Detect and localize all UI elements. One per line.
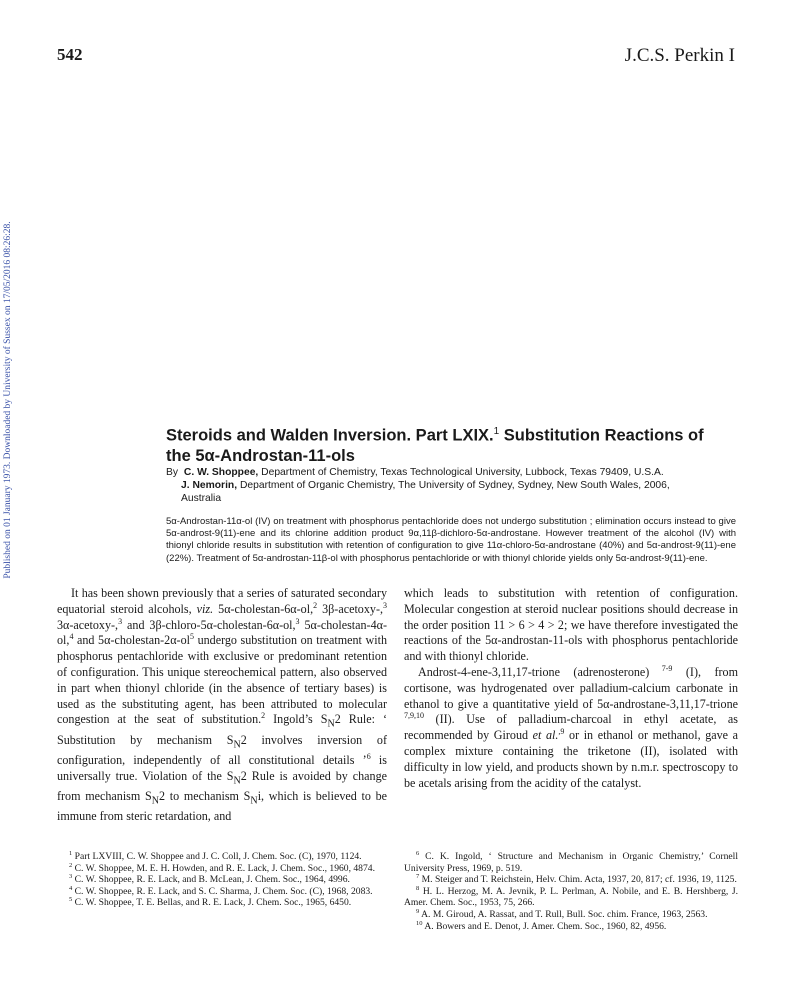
footnote [57,863,387,875]
footnote [404,874,738,886]
download-watermark [0,180,16,620]
body-text: 3β-acetoxy-, [317,601,383,616]
body-text: 5α-cholestan-6α-ol, [213,601,314,616]
footnote [404,851,738,874]
body-text: is universally true. Violation of the S [57,752,387,783]
footnote-number: 4 [69,884,73,892]
subscript: N [327,718,335,730]
download-watermark-text[interactable]: Published on 01 January 1973. Downloaded by University of Sussex on 17/05/2016 08:26:28. [3,221,13,579]
footnote [404,909,738,921]
author-affiliation-1: Department of Chemistry, Texas Technological University, Lubbock, Texas 79409, U.S.A. [261,467,664,478]
body-text: or in ethanol or methanol, gave a complex mixture containing the triketone (II), isolated with difficulty in low yield, and products shown by n.m.r. spectroscopy to be acetals arising from the acidity of the catalyst. [404,728,738,790]
body-text: 3α-acetoxy-, [57,617,119,632]
body-paragraph [57,586,387,825]
author-affiliation-2-country: Australia [181,493,222,504]
title-line1: Steroids and Walden Inversion. Part LXIX. [166,426,494,445]
author-block [166,466,736,505]
body-paragraph: which leads to substitution with retention of configuration. Molecular congestion at steroid nuclear positions should decrease in the order position 11 > 6 > 4 > 2; we have therefore investigated the reactions of the 5α-androstan-11-ols with phosphorus pentachloride and with thionyl chloride. [404,586,738,664]
subscript: N [233,738,241,750]
footnote-text: Part LXVIII, C. W. Shoppee and J. C. Coll, J. Chem. Soc. (C), 1970, 1124. [72,851,362,862]
body-column-right [404,586,738,791]
footnote-number: 10 [416,919,423,927]
by-label: By [166,467,179,478]
footnote-text: C. W. Shoppee, T. E. Bellas, and R. E. Lack, J. Chem. Soc., 1965, 6450. [72,897,352,909]
footnote [57,897,387,909]
subscript: N [233,774,241,786]
author-name-2: J. Nemorin, [181,480,238,491]
author-line-3 [166,492,736,505]
reference-marker: 2 [313,600,318,610]
footnote-text: C. W. Shoppee, M. E. H. Howden, and R. E. Lack, J. Chem. Soc., 1960, 4874. [72,862,375,874]
author-line-2 [166,479,736,492]
title-ref: 1 [493,426,500,437]
footnote-text: H. L. Herzog, M. A. Jevnik, P. L. Perlman, A. Nobile, and E. B. Hershberg, J. Amer. Chem. Soc., 1953, 75, 266. [404,885,738,909]
body-paragraph [404,665,738,791]
body-text-italic: viz. [196,601,214,616]
body-text: i, which is believed to be immune from steric retardation, and [57,788,388,823]
subscript: N [151,795,160,807]
footnote-text: A. Bowers and E. Denot, J. Amer. Chem. Soc., 1960, 82, 4956. [422,920,667,932]
footnote-number: 3 [69,873,73,880]
footnote-number: 9 [416,907,420,915]
body-text: (I), from cortisone, was hydrogenated over palladium-calcium carbonate in ethanol to give a quantitative yield of 5α-androstane-3,11,17-trione [404,664,738,711]
footnote [404,886,738,909]
footnote-text: C. W. Shoppee, R. E. Lack, and B. McLean, J. Chem. Soc., 1964, 4996. [72,874,350,886]
reference-marker: 7-9 [649,663,673,673]
body-text: 5α-cholestan-4α-ol, [57,617,387,648]
body-text: 2 involves inversion of configuration, independently of all constitutional details ’ [57,732,387,767]
body-text: 2 Rule is avoided by change from mechanism S [57,768,387,803]
reference-marker: 4 [69,632,74,642]
body-text: and 5α-cholestan-2α-ol [73,633,190,648]
footnote-text: A. M. Giroud, A. Rassat, and T. Rull, Bull. Soc. chim. France, 1963, 2563. [419,908,708,920]
footnote [404,921,738,933]
title-line1-rest: Substitution Reactions of [499,426,704,445]
body-text: It has been shown previously that a series of saturated secondary equatorial steroid alcohols, [57,586,387,616]
reference-marker: 3 [118,616,123,626]
reference-marker: ,9 [558,727,565,737]
reference-marker: 5 [189,632,194,642]
body-text: Ingold’s S [265,712,328,727]
footnote [57,874,387,886]
page-number: 542 [57,45,83,64]
subscript: N [250,795,258,807]
body-text: (II). Use of palladium-charcoal in ethyl acetate, as recommended by Giroud [404,712,738,743]
body-text: and 3β-chloro-5α-cholestan-6α-ol, [122,617,296,632]
abstract: 5α-Androstan-11α-ol (IV) on treatment with phosphorus pentachloride does not undergo substitution ; elimination occurs instead to give 5α-androst-9(11)-ene and its chlorine addition product 9α,11β-dichloro-5α-androstane. However treatment of the alcohol (IV) with thionyl chloride results in substitution with retention of configuration to give 11α-chloro-5α-androstane (40%) and 5α-androst-9(11)-ene (22%). Treatment of 5α-androstan-11β-ol with phosphorus pentachloride or with thionyl chloride yields only 5α-androst-9(11)-ene. [166,516,736,564]
footnote-text: M. Steiger and T. Reichstein, Helv. Chim. Acta, 1937, 20, 817; cf. 1936, 19, 1125. [419,874,737,886]
footnote-number: 8 [416,884,420,892]
author-affiliation-2: Department of Organic Chemistry, The University of Sydney, Sydney, New South Wales, 2006, [239,480,670,491]
footnote [57,851,387,863]
body-column-left [57,586,387,825]
journal-name: J.C.S. Perkin I [624,45,735,66]
reference-marker: 7,9,10 [404,711,424,721]
body-text: undergo substitution on treatment with phosphorus pentachloride with exclusive or predominant retention of configuration. This unique stereochemical pattern, also observed in part when thionyl chloride (in the absence of tertiary bases) is used as the substituting agent, has been attributed to molecular congestion at the seat of substitution. [57,633,387,727]
footnote [57,886,387,898]
reference-marker: 2 [261,711,266,721]
reference-marker: 6 [366,751,371,761]
reference-marker: 3 [383,600,387,610]
body-text: Androst-4-ene-3,11,17-trione (adrenosterone) [418,664,650,679]
footnote-number: 2 [69,861,73,869]
footnote-number: 6 [416,849,420,857]
footnote-number: 1 [69,849,73,857]
footnote-number: 7 [416,873,420,880]
title-line2: the 5α-Androstan-11-ols [166,446,355,465]
author-name-1: C. W. Shoppee, [183,467,259,478]
article-title [166,422,736,466]
footnote-text: C. K. Ingold, ‘ Structure and Mechanism in Organic Chemistry,’ Cornell University Press, 1969, p. 519. [404,851,738,874]
author-line-1 [166,466,736,479]
body-text: 2 to mechanism S [159,788,251,803]
footnotes-right [404,851,738,932]
body-text-italic: et al. [532,728,559,743]
footnotes-left [57,851,387,909]
footnote-text: C. W. Shoppee, R. E. Lack, and S. C. Sharma, J. Chem. Soc. (C), 1968, 2083. [72,885,373,897]
body-text: 2 Rule: ‘ Substitution by mechanism S [57,712,387,747]
reference-marker: 3 [295,616,300,626]
footnote-number: 5 [69,896,73,904]
